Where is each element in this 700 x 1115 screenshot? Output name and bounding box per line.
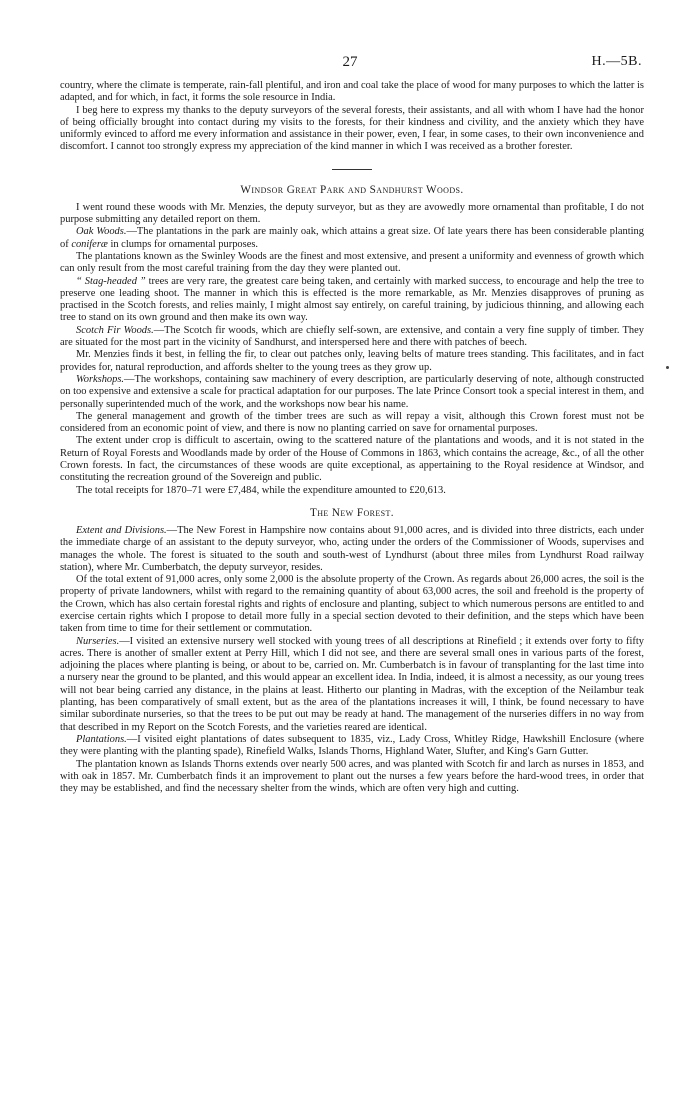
paragraph: The plantation known as Islands Thorns extends over nearly 500 acres, and was planted with Scotch fir and larch as nurses in 1853, and with oak in 1857. Mr. Cumberbatch finds it an improvement to plant out the nurses a few years before the hard-wood trees, in order that they may be established, and find the necessary shelter from the winds, which are often very high and cutting. bbox=[60, 758, 644, 795]
section-heading-windsor: Windsor Great Park and Sandhurst Woods. bbox=[240, 183, 464, 196]
paragraph: country, where the climate is temperate, rain-fall plentiful, and iron and coal take the place of wood for many purposes to which the latter is adapted, and for which, in fact, it forms the sole resource in India. bbox=[60, 80, 644, 104]
side-heading: Extent and Divisions. bbox=[76, 524, 167, 536]
side-heading: Workshops. bbox=[76, 373, 125, 385]
paragraph: The general management and growth of the timber trees are such as will repay a visit, although this Crown forest must not be considered from an economic point of view, and there is now no planting carried on save for ornamental purposes. bbox=[60, 410, 644, 435]
paragraph: The extent under crop is difficult to ascertain, owing to the scattered nature of the plantations and woods, and it is not stated in the Return of Royal Forests and Woodlands made by order of the House of Commons in 1863, which contains the acreage, &c., of all the other Crown forests. In fact, the circumstances of these woods are quite exceptional, as appertaining to the Royal residence at Windsor, and constituting the recreation ground of the Sovereign and public. bbox=[60, 435, 644, 484]
side-heading: Scotch Fir Woods. bbox=[76, 324, 154, 336]
paragraph: Nurseries.—I visited an extensive nursery well stocked with young trees of all descriptions at Rinefield ; it extends over forty to fifty acres. There is another of smaller extent at Perry Hill, which I did not see, and there are several small ones in various parts of the forest, adjoining the places where planting is being, or about to be, carried on. Mr. Cumberbatch is in favour of transplanting for the last time into a nursery near the ground to be planted, and this would appear an excellent idea. In India, indeed, it is almost a necessity, as our young trees will not bear being carried any distance, in the plains at least. Hitherto our planting in Madras, with the exception of the Neilambur teak planting, has been comparatively of small extent, but as the area of the plantations increases it will, I think, be found necessary to have similar subordinate nurseries, so that the trees to be put out may be ready at hand. The management of the nurseries differs in no way from that described in my Report on the Scotch Forests, and the varieties reared are identical. bbox=[60, 635, 644, 733]
side-heading: Oak Woods. bbox=[76, 226, 127, 238]
document-reference: H.—5B. bbox=[591, 54, 642, 69]
margin-mark bbox=[666, 366, 669, 369]
section-heading-new-forest: The New Forest. bbox=[310, 506, 394, 519]
paragraph: Of the total extent of 91,000 acres, only some 2,000 is the absolute property of the Crown. As regards about 26,000 acres, the soil is the property of private landowners, whilst with regard to the remaining quantity of about 63,000 acres, the soil and freehold is the property of the Crown, which has also certain forestal rights and rights of enclosure and planting, subject to which numerous persons are entitled to and exercise certain rights which I propose to detail more fully in a special section devoted to their definition, and the steps which have been taken from time to time for their settlement or commutation. bbox=[60, 574, 644, 635]
page-header bbox=[0, 54, 700, 74]
side-heading: Plantations. bbox=[76, 733, 127, 745]
paragraph: The plantations known as the Swinley Woods are the finest and most extensive, and present a uniformity and evenness of growth which can only result from the most careful training from the day they were planted out. bbox=[60, 250, 644, 275]
paragraph: The total receipts for 1870–71 were £7,484, while the expenditure amounted to £20,613. bbox=[76, 484, 446, 496]
page-number: 27 bbox=[342, 54, 358, 70]
paragraph: Oak Woods.—The plantations in the park are mainly oak, which attains a great size. Of late years there has been considerable planting of coniferæ in clumps for ornamental purposes. bbox=[60, 226, 644, 250]
paragraph: Plantations.—I visited eight plantations of dates subsequent to 1835, viz., Lady Cross, Whitley Ridge, Hawkshill Enclosure (where they were planting with the planting spade), Rinefield Walks, Islands Thorns, Highland Water, Slufter, and King's Garn Gutter. bbox=[60, 733, 644, 758]
paragraph: Scotch Fir Woods.—The Scotch fir woods, which are chiefly self-sown, are extensive, and contain a very fine supply of timber. They are situated for the most part in the vicinity of Sandhurst, and interspersed here and there with patches of beech. bbox=[60, 324, 644, 349]
paragraph: Mr. Menzies finds it best, in felling the fir, to clear out patches only, leaving belts of mature trees standing. This facilitates, and in fact provides for, natural reproduction, and affords shelter to the young trees as they grow up. bbox=[60, 349, 644, 373]
spacer bbox=[60, 497, 644, 507]
side-heading: “ Stag-headed ” bbox=[76, 275, 146, 287]
paragraph: “ Stag-headed ” trees are very rare, the greatest care being taken, and certainly with marked success, to encourage and help the tree to preserve one leading shoot. The manner in which this is effected is the more remarkable, as Mr. Menzies disapproves of pruning as practised in the Scotch forests, and relies mainly, I might almost say entirely, on careful training, by judicious thinning, and allowing each tree to stand on its own ground and then make its own way. bbox=[60, 275, 644, 324]
paragraph: I beg here to express my thanks to the deputy surveyors of the several forests, their assistants, and all with whom I have had the honor of being officially brought into contact during my visits to the forests, for their kindness and civility, and the anxiety which they have uniformly evinced to afford me every information and assistance in their power, even, I fear, in some cases, to their own inconvenience and discomfort. I cannot too strongly express my appreciation of the kind manner in which I was received as a brother forester. bbox=[60, 104, 644, 153]
paragraph: Workshops.—The workshops, containing saw machinery of every description, are particularly deserving of note, although constructed on too expensive and extensive a scale for practical adaptation for our purposes. The late Prince Consort took a special interest in them, and personally superintended much of the work, and the workshops now bear his name. bbox=[60, 373, 644, 410]
page-body bbox=[60, 80, 644, 795]
paragraph: I went round these woods with Mr. Menzies, the deputy surveyor, but as they are avowedly more ornamental than profitable, I do not purpose submitting any detailed report on them. bbox=[60, 201, 644, 226]
section-divider bbox=[332, 169, 372, 170]
side-heading: Nurseries. bbox=[76, 635, 120, 647]
paragraph: Extent and Divisions.—The New Forest in Hampshire now contains about 91,000 acres, and is divided into three districts, each under the immediate charge of an assistant to the deputy surveyor, who, acting under the orders of the Commissioner of Woods, supervises and manages the whole. The forest is situated to the south and south-west of Lyndhurst (about three miles from Lyndhurst Road railway station), where Mr. Cumberbatch, the deputy surveyor, resides. bbox=[60, 524, 645, 573]
